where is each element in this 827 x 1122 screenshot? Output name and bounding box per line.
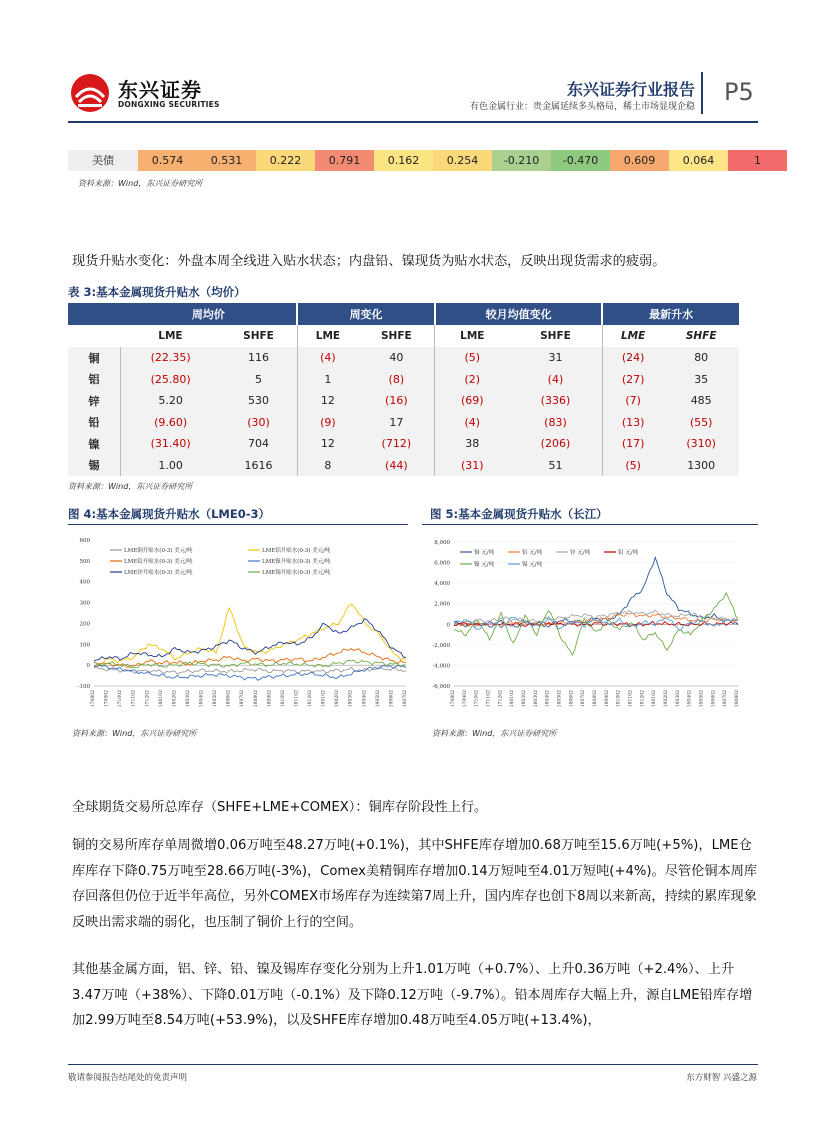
correlation-cell: 0.609 [610,150,669,171]
table-cell: (4) [435,412,509,434]
x-tick-label: 181002 [280,690,286,708]
table-cell: (17) [602,433,663,455]
table-cell: 1 [297,369,358,391]
table-cell: (8) [358,369,435,391]
table-row-label: 镍 [68,433,121,455]
table-cell: (712) [358,433,435,455]
table-cell: 485 [663,390,739,412]
x-tick-label: 180702 [581,690,587,708]
x-tick-label: 181202 [308,690,314,708]
page-number: P5 [724,78,754,106]
table-cell: 17 [358,412,435,434]
table-cell: 1.00 [121,455,221,477]
y-tick-label: 200 [79,621,90,628]
y-tick-label: 100 [79,642,90,649]
correlation-cell: 1 [728,150,787,171]
paragraph: 全球期货交易所总库存（SHFE+LME+COMEX）：铜库存阶段性上行。 [72,800,488,815]
lme-premium-chart [68,530,413,720]
table-row [68,455,739,477]
source-note: 资料来源：Wind，东兴证券研究所 [432,729,557,738]
correlation-cell: 0.791 [315,150,374,171]
figure-rule [68,524,408,525]
x-tick-label: 181102 [628,690,634,708]
table-cell: (13) [602,412,663,434]
x-tick-label: 180302 [185,690,191,708]
table-cell: (9.60) [121,412,221,434]
table-row [68,369,739,391]
x-tick-label: 171002 [474,690,480,708]
y-tick-label: 0 [86,663,90,670]
x-tick-label: 180302 [533,690,539,708]
legend-label: 锌 元/吨 [570,550,591,556]
series-line [454,557,738,627]
table-cell: (7) [602,390,663,412]
x-tick-label: 190602 [711,690,717,708]
figure-title: 图 5:基本金属现货升贴水（长江） [430,507,608,521]
correlation-row-label: 美债 [68,150,138,171]
table-cell: (25.80) [121,369,221,391]
table-row-label: 锡 [68,455,121,477]
table-cell: (22.35) [121,347,221,369]
table-cell: 5 [220,369,297,391]
y-tick-label: 0 [446,622,450,629]
table-group: 较月均值变化 [435,303,602,325]
table-row-label: 铝 [68,369,121,391]
x-tick-label: 181102 [294,690,300,708]
x-tick-label: 171202 [498,690,504,708]
legend-label: LME锡升贴水(0-3) 美元/吨 [262,570,331,576]
x-tick-label: 180602 [226,690,232,708]
source-note: 资料来源：Wind，东兴证券研究所 [72,729,197,738]
table-cell: 1616 [220,455,297,477]
y-tick-label: 8,000 [434,540,450,546]
series-line [94,619,406,662]
x-tick-label: 170802 [91,690,96,708]
table-cell: (30) [220,412,297,434]
table-row [68,433,739,455]
correlation-cell: -0.470 [551,150,610,171]
table-cell: (24) [602,347,663,369]
table-group: 周变化 [297,303,435,325]
x-tick-label: 190502 [699,690,705,708]
table-group: 周均价 [121,303,298,325]
correlation-cell: 0.574 [138,150,197,171]
source-note: 资料来源：Wind，东兴证券研究所 [68,482,193,491]
y-tick-label: -6,000 [432,684,450,690]
company-logo-icon [70,73,110,113]
x-tick-label: 190502 [375,690,381,708]
correlation-row [68,150,787,171]
table-cell: (31.40) [121,433,221,455]
paragraph: 铜的交易所库存单周微增0.06万吨至48.27万吨(+0.1%)，其中SHFE库存增加0.68万吨至15.6万吨(+5%)，LME仓库库存下降0.75万吨至28.66万吨(-3%)，Comex美精铜库存增加0.14万短吨至4.01万短吨(+4%)。尽管伦铜本周库存回落但仍位于近半年高位，另外COMEX市场库存为连续第7周上升，国内库存也创下8周以来新高，持续的累库现象反映出需求端的弱化，也压制了铜价上行的空间。 [72,838,758,930]
table-subheader-cell: SHFE [220,325,297,347]
legend-label: LME铜升贴水(0-3) 美元/吨 [124,548,193,554]
table-cell: 35 [663,369,739,391]
x-tick-label: 190802 [735,690,740,708]
table-row-label: 锌 [68,390,121,412]
y-tick-label: 4,000 [434,581,450,588]
y-tick-label: 600 [79,538,90,544]
x-tick-label: 170802 [451,690,456,708]
legend-label: 铜 元/吨 [474,550,495,556]
y-tick-label: 6,000 [434,560,450,567]
table-group: 最新升水 [602,303,739,325]
x-tick-label: 180802 [593,690,598,708]
x-tick-label: 180502 [557,690,563,708]
x-tick-label: 190202 [335,690,341,708]
paragraph: 现货升贴水变化：外盘本周全线进入贴水状态；内盘铅、镍现货为贴水状态，反映出现货需求的疲弱。 [72,254,666,269]
report-title: 东兴证券行业报告 [566,80,695,99]
legend-label: 铅 元/吨 [618,550,639,556]
table-cell: (4) [509,369,602,391]
table-subheader-cell: LME [121,325,221,347]
table-row-label: 铜 [68,347,121,369]
x-tick-label: 190402 [687,690,693,708]
header-divider [701,72,703,114]
series-line [94,604,406,666]
correlation-cell: 0.162 [374,150,433,171]
table-corner [68,303,121,325]
company-name-en: DONGXING SECURITIES [118,100,220,109]
table-subheader-cell: SHFE [509,325,602,347]
x-tick-label: 190302 [348,690,354,708]
x-tick-label: 181202 [640,690,646,708]
table-cell: (336) [509,390,602,412]
table-cell: (206) [509,433,602,455]
table-cell: 5.20 [121,390,221,412]
table-cell: (31) [435,455,509,477]
table-cell: (44) [358,455,435,477]
x-tick-label: 180402 [545,690,551,708]
table-corner [68,325,121,347]
x-tick-label: 180202 [522,690,527,708]
table-cell: 12 [297,433,358,455]
table-subheader-cell: LME [435,325,509,347]
x-tick-label: 190102 [652,690,658,708]
y-tick-label: -2,000 [432,642,450,649]
table-cell: 530 [220,390,297,412]
x-tick-label: 180902 [267,690,273,708]
company-name-cn: 东兴证券 [118,78,202,102]
table-cell: (69) [435,390,509,412]
x-tick-label: 170902 [462,690,468,708]
table-cell: (83) [509,412,602,434]
table-cell: (2) [435,369,509,391]
x-tick-label: 181002 [616,690,622,708]
correlation-cell: 0.254 [433,150,492,171]
correlation-cell: 0.222 [256,150,315,171]
legend-label: LME镍升贴水(0-3) 美元/吨 [262,559,331,565]
table-row-label: 铅 [68,412,121,434]
table-cell: (55) [663,412,739,434]
x-tick-label: 190102 [321,690,327,708]
table-cell: 704 [220,433,297,455]
table-subheader-cell: LME [602,325,663,347]
legend-label: LME锌升贴水(0-3) 美元/吨 [124,570,193,576]
series-line [94,665,406,680]
correlation-cell: -0.210 [492,150,551,171]
x-tick-label: 190702 [403,690,408,708]
x-tick-label: 190202 [664,690,669,708]
table-group-header [68,303,739,325]
y-tick-label: 400 [79,579,90,586]
table-cell: (16) [358,390,435,412]
legend-label: 锡 元/吨 [522,562,543,568]
legend-label: 铝 元/吨 [522,550,543,556]
footer-rule [68,1064,758,1065]
report-subtitle: 有色金属行业：贵金属延续多头格局，稀土市场显现企稳 [469,102,695,112]
y-tick-label: 2,000 [434,601,450,608]
figure-rule [422,524,758,525]
table-row [68,390,739,412]
table-subheader-cell: SHFE [358,325,435,347]
x-tick-label: 190302 [675,690,681,708]
table-cell: 116 [220,347,297,369]
legend-label: LME铝升贴水(0-3) 美元/吨 [262,548,331,554]
x-tick-label: 190702 [723,690,729,708]
header-rule [68,121,758,123]
table-row [68,412,739,434]
x-tick-label: 180502 [213,690,219,708]
spot-premium-table [68,303,739,476]
table-cell: (310) [663,433,739,455]
table-cell: (9) [297,412,358,434]
table-cell: 38 [435,433,509,455]
x-tick-label: 171002 [118,690,124,708]
table-cell: (27) [602,369,663,391]
series-line [94,660,406,668]
source-note: 资料来源：Wind，东兴证券研究所 [78,179,203,188]
x-tick-label: 180202 [172,690,178,708]
footer-disclaimer: 敬请参阅报告结尾处的免责声明 [68,1073,188,1083]
x-tick-label: 190402 [362,690,368,708]
table-subheader [68,325,739,347]
table-subheader-cell: LME [297,325,358,347]
x-tick-label: 190602 [389,690,395,708]
y-tick-label: -100 [77,684,90,690]
table-cell: 1300 [663,455,739,477]
x-tick-label: 171102 [486,690,492,708]
x-tick-label: 171202 [145,690,151,708]
table-cell: 51 [509,455,602,477]
table-cell: (4) [297,347,358,369]
correlation-cell: 0.531 [197,150,256,171]
y-tick-label: 300 [79,600,90,607]
x-tick-label: 180802 [253,690,259,708]
table-cell: 8 [297,455,358,477]
legend-label: 镍 元/吨 [474,562,495,568]
table-cell: 80 [663,347,739,369]
table-cell: 31 [509,347,602,369]
table-title: 表 3:基本金属现货升贴水（均价） [68,285,246,299]
x-tick-label: 180902 [604,690,610,708]
paragraph: 其他基金属方面，铝、锌、铅、镍及锡库存变化分别为上升1.01万吨（+0.7%）、上升0.36万吨（+2.4%）、上升3.47万吨（+38%）、下降0.01万吨（-0.1%）及下降0.12万吨（-9.7%）。铅本周库存大幅上升，源自LME铅库存增加2.99万吨至8.54万吨(+53.9%)，以及SHFE库存增加0.48万吨至4.05万吨(+13.4%)， [72,962,753,1028]
table-row [68,347,739,369]
x-tick-label: 171102 [131,690,137,708]
x-tick-label: 170902 [104,690,110,708]
table-cell: 12 [297,390,358,412]
table-subheader-cell: SHFE [663,325,739,347]
correlation-cell: 0.064 [669,150,728,171]
legend-label: LME铅升贴水(0-3) 美元/吨 [124,559,193,565]
table-cell: (5) [602,455,663,477]
table-cell: (5) [435,347,509,369]
y-tick-label: 500 [79,558,90,565]
x-tick-label: 180402 [199,690,205,708]
y-tick-label: -4,000 [432,663,450,670]
x-tick-label: 180102 [158,690,164,708]
x-tick-label: 180102 [510,690,516,708]
x-tick-label: 180702 [240,690,246,708]
x-tick-label: 180602 [569,690,575,708]
figure-title: 图 4:基本金属现货升贴水（LME0-3） [68,507,271,521]
footer-slogan: 东方财智 兴盛之源 [686,1073,757,1083]
table-cell: 40 [358,347,435,369]
changjiang-premium-chart [422,530,758,720]
